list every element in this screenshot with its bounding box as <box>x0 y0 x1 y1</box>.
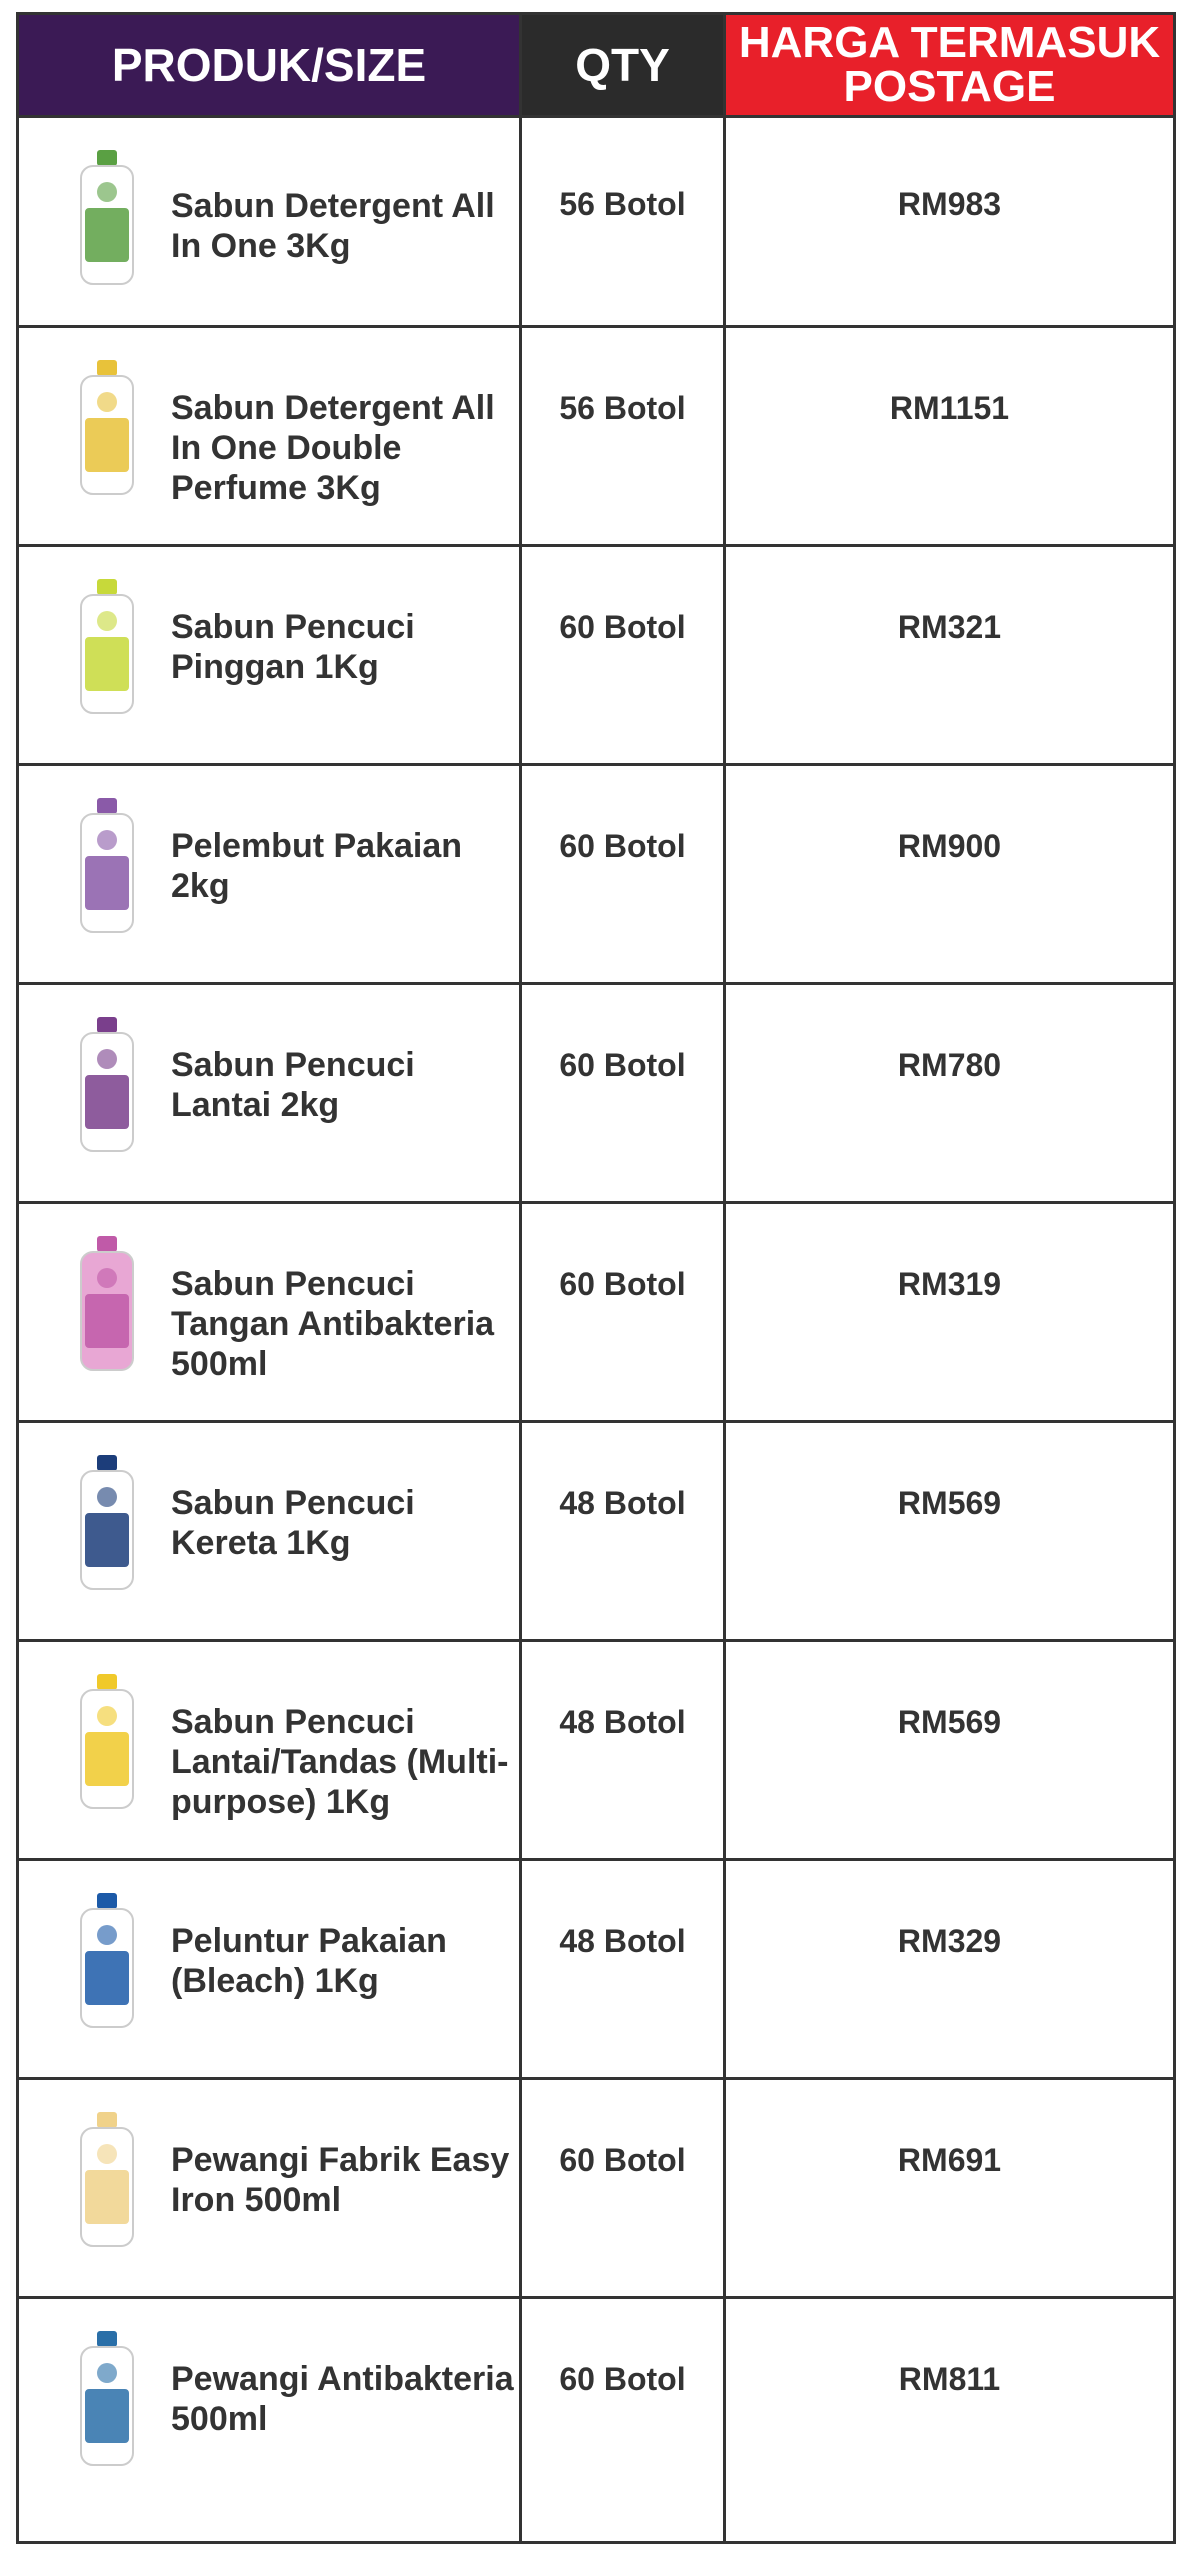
product-price: RM569 <box>897 1485 1002 1521</box>
table-row <box>19 2296 1173 2515</box>
floor-cleaner-bottle-icon <box>67 1015 147 1155</box>
product-name: Sabun Pencuci Pinggan 1Kg <box>171 608 415 686</box>
product-name: Sabun Pencuci Kereta 1Kg <box>171 1484 415 1562</box>
product-price: RM691 <box>897 2142 1002 2178</box>
product-name: Pewangi Antibakteria 500ml <box>171 2360 514 2438</box>
product-price: RM1151 <box>889 390 1010 426</box>
product-qty: 60 Botol <box>559 1047 686 1083</box>
hand-soap-pump-icon <box>67 1234 147 1374</box>
header-qty-label: QTY <box>575 39 670 91</box>
table-row <box>19 2077 1173 2296</box>
table-row <box>19 982 1173 1201</box>
product-name: Pelembut Pakaian 2kg <box>171 827 463 905</box>
multipurpose-bottle-icon <box>67 1672 147 1812</box>
column-divider <box>723 15 726 2541</box>
table-row <box>19 1858 1173 2077</box>
column-divider <box>519 15 522 2541</box>
product-qty: 56 Botol <box>559 186 686 222</box>
product-qty: 48 Botol <box>559 1704 686 1740</box>
product-name: Sabun Pencuci Tangan Antibakteria 500ml <box>171 1265 495 1383</box>
product-qty: 48 Botol <box>559 1923 686 1959</box>
product-qty: 60 Botol <box>559 828 686 864</box>
product-qty: 48 Botol <box>559 1485 686 1521</box>
table-row <box>19 1201 1173 1420</box>
table-row <box>19 763 1173 982</box>
detergent-bottle-icon <box>67 148 147 288</box>
product-qty: 60 Botol <box>559 1266 686 1302</box>
product-price: RM811 <box>898 2361 1001 2397</box>
table-row <box>19 1420 1173 1639</box>
product-name: Sabun Detergent All In One Double Perfume 3Kg <box>171 389 495 507</box>
product-name: Sabun Pencuci Lantai/Tandas (Multi-purpose) 1Kg <box>171 1703 509 1821</box>
table-row <box>19 115 1173 325</box>
car-wash-bottle-icon <box>67 1453 147 1593</box>
table-row <box>19 544 1173 763</box>
product-price: RM983 <box>897 186 1002 222</box>
header-price-line1: HARGA TERMASUK <box>738 18 1161 67</box>
product-rows <box>19 115 1173 2515</box>
header-product <box>19 15 519 115</box>
softener-bottle-icon <box>67 796 147 936</box>
product-price: RM319 <box>897 1266 1002 1302</box>
product-price: RM569 <box>897 1704 1002 1740</box>
product-price: RM329 <box>897 1923 1002 1959</box>
header-price <box>726 15 1173 115</box>
price-table <box>16 12 1176 2544</box>
header-product-label: PRODUK/SIZE <box>111 39 427 91</box>
product-qty: 60 Botol <box>559 2361 686 2397</box>
product-name: Sabun Pencuci Lantai 2kg <box>171 1046 415 1124</box>
product-name: Sabun Detergent All In One 3Kg <box>171 187 495 265</box>
product-price: RM900 <box>897 828 1002 864</box>
product-qty: 56 Botol <box>559 390 686 426</box>
table-row <box>19 325 1173 544</box>
product-price: RM321 <box>897 609 1002 645</box>
detergent-bottle-icon <box>67 358 147 498</box>
bleach-bottle-icon <box>67 1891 147 2031</box>
header-qty <box>522 15 723 115</box>
product-price: RM780 <box>897 1047 1002 1083</box>
product-qty: 60 Botol <box>559 609 686 645</box>
product-name: Peluntur Pakaian (Bleach) 1Kg <box>171 1922 447 2000</box>
table-row <box>19 1639 1173 1858</box>
fabric-spray-bottle-icon <box>67 2110 147 2250</box>
product-qty: 60 Botol <box>559 2142 686 2178</box>
product-name: Pewangi Fabrik Easy Iron 500ml <box>171 2141 510 2219</box>
dish-soap-bottle-icon <box>67 577 147 717</box>
antibacterial-spray-bottle-icon <box>67 2329 147 2469</box>
header-price-line2: POSTAGE <box>843 62 1056 111</box>
